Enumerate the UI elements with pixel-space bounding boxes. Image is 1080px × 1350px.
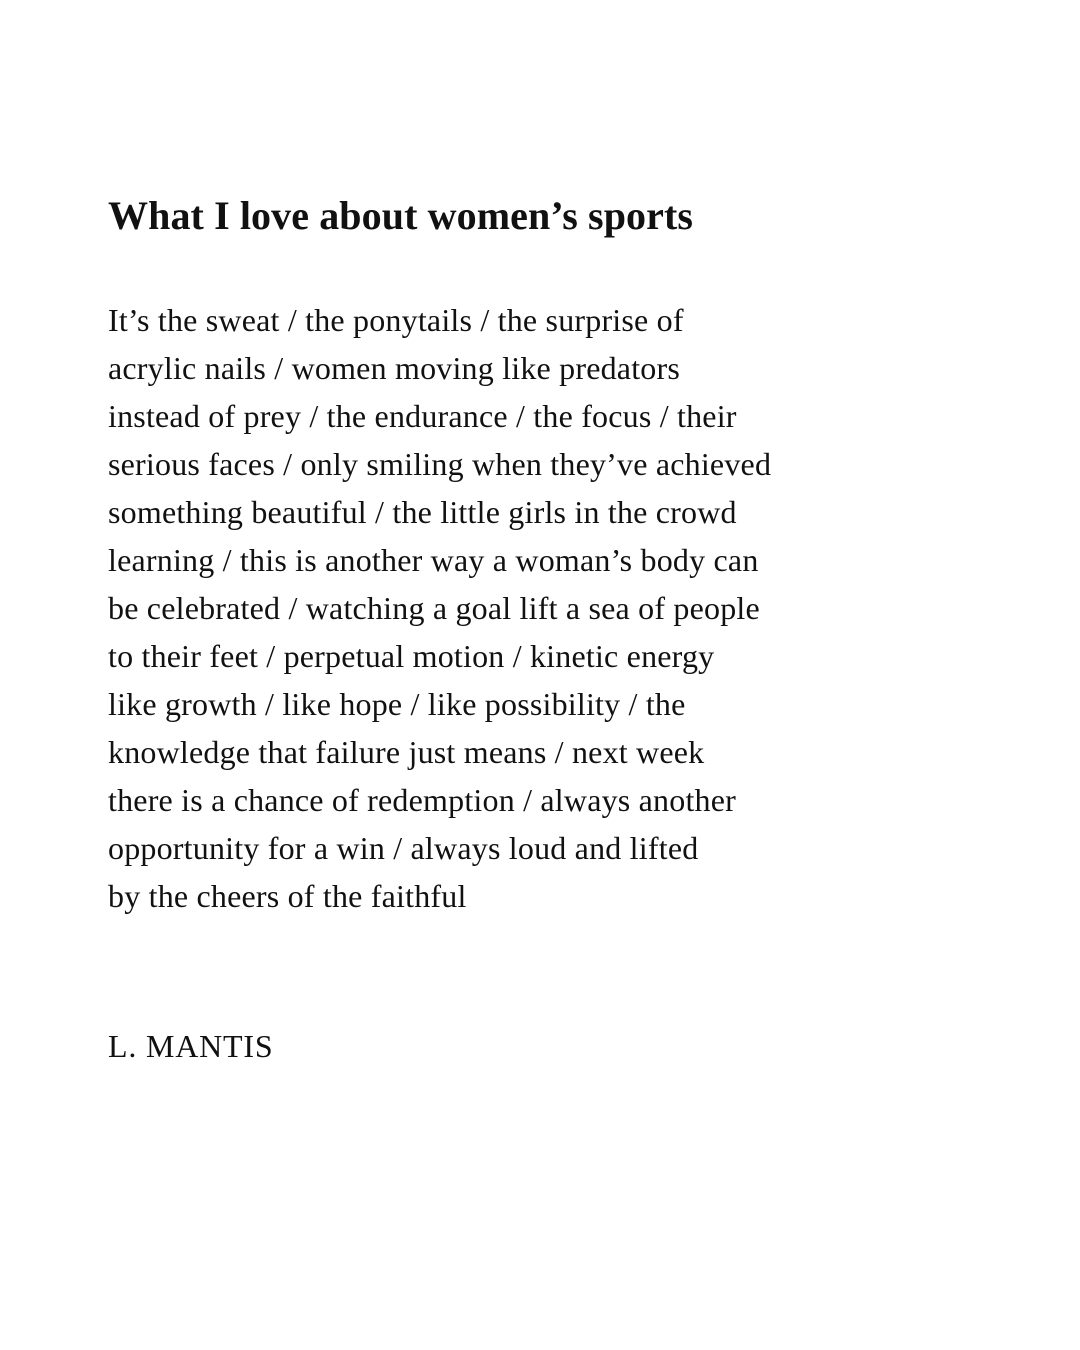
poem-line: something beautiful / the little girls in the crowd	[108, 494, 737, 530]
poem-line: knowledge that failure just means / next week	[108, 734, 705, 770]
poem-title: What I love about women’s sports	[108, 193, 694, 238]
poem-line: to their feet / perpetual motion / kinetic energy	[108, 638, 715, 674]
poem-line: acrylic nails / women moving like predators	[108, 350, 681, 386]
poem-line: serious faces / only smiling when they’ve achieved	[108, 446, 772, 482]
poem-line: opportunity for a win / always loud and lifted	[108, 830, 699, 866]
poem-line: by the cheers of the faithful	[108, 878, 467, 914]
poem-author: L. MANTIS	[108, 1028, 274, 1064]
poem-line: learning / this is another way a woman’s body can	[108, 542, 759, 578]
poem-line: like growth / like hope / like possibility / the	[108, 686, 686, 722]
poem-body	[108, 296, 771, 920]
poem-line: be celebrated / watching a goal lift a sea of people	[108, 590, 760, 626]
poem-line: there is a chance of redemption / always another	[108, 782, 737, 818]
poem-line: It’s the sweat / the ponytails / the surprise of	[108, 302, 684, 338]
poem-line: instead of prey / the endurance / the focus / their	[108, 398, 737, 434]
